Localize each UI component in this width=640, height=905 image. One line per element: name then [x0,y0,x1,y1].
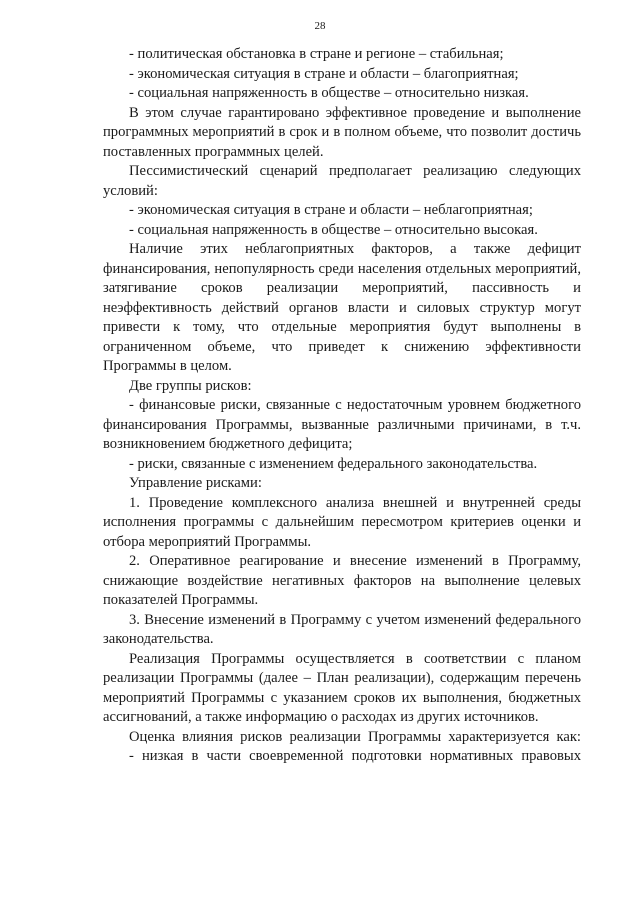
text-line: привести к тому, что отдельные мероприятия будут выполнены в [103,319,581,335]
page-number: 28 [314,20,326,32]
text-line: затягивание сроков реализации мероприятий, пассивность и [103,280,581,296]
text-line: - экономическая ситуация в стране и области – неблагоприятная; [129,202,533,218]
text-line: поставленных программных целей. [103,143,324,160]
text-line: программных мероприятий в срок и в полном объеме, что позволит достичь [103,124,581,140]
text-line: - политическая обстановка в стране и регионе – стабильная; [129,46,504,62]
text-line: законодательства. [103,631,214,647]
text-line: Две группы рисков: [129,377,252,394]
text-line: Наличие этих неблагоприятных факторов, а также дефицит [129,241,581,257]
text-line: ассигнований, а также информацию о расходах из других источников. [103,709,539,725]
text-line: условий: [103,182,158,199]
text-line: Управление рисками: [129,475,262,491]
text-line: - низкая в части своевременной подготовки нормативных правовых [129,748,581,764]
text-line: показателей Программы. [103,592,259,608]
text-line: 1. Проведение комплексного анализа внешней и внутренней среды [129,494,581,511]
text-line: финансирования, непопулярность среди населения отдельных мероприятий, [103,260,581,277]
text-line: реализации Программы (далее – План реализации), содержащим перечень [103,670,581,686]
text-line: снижающие воздействие негативных факторов на выполнение целевых [103,572,581,589]
text-line: - экономическая ситуация в стране и области – благоприятная; [129,65,519,82]
text-line: 2. Оперативное реагирование и внесение изменений в Программу, [129,553,581,569]
text-line: - социальная напряженность в обществе – относительно высокая. [129,221,538,238]
text-line: отбора мероприятий Программы. [103,533,312,550]
text-line: финансирования Программы, вызванные различными причинами, в т.ч. [103,416,581,433]
text-line: Оценка влияния рисков реализации Программы характеризуется как: [129,728,581,745]
text-line: Реализация Программы осуществляется в соответствии с планом [129,650,581,667]
text-line: - социальная напряженность в обществе – относительно низкая. [129,85,529,101]
text-line: исполнения программы с дальнейшим пересмотром критериев оценки и [103,514,581,530]
text-line: неэффективность действий органов власти и силовых структур могут [103,299,581,316]
text-line: возникновением бюджетного дефицита; [103,436,353,452]
text-line: Пессимистический сценарий предполагает реализацию следующих [129,163,581,179]
text-line: Программы в целом. [103,358,232,374]
text-line: ограниченном объеме, что приведет к снижению эффективности [103,338,581,355]
text-line: - финансовые риски, связанные с недостаточным уровнем бюджетного [129,397,581,413]
text-line: 3. Внесение изменений в Программу с учетом изменений федерального [129,611,581,628]
text-line: В этом случае гарантировано эффективное проведение и выполнение [129,104,581,121]
document-body [103,45,581,767]
text-line: мероприятий Программы с указанием сроков их выполнения, бюджетных [103,689,581,706]
text-line: - риски, связанные с изменением федерального законодательства. [129,455,538,472]
